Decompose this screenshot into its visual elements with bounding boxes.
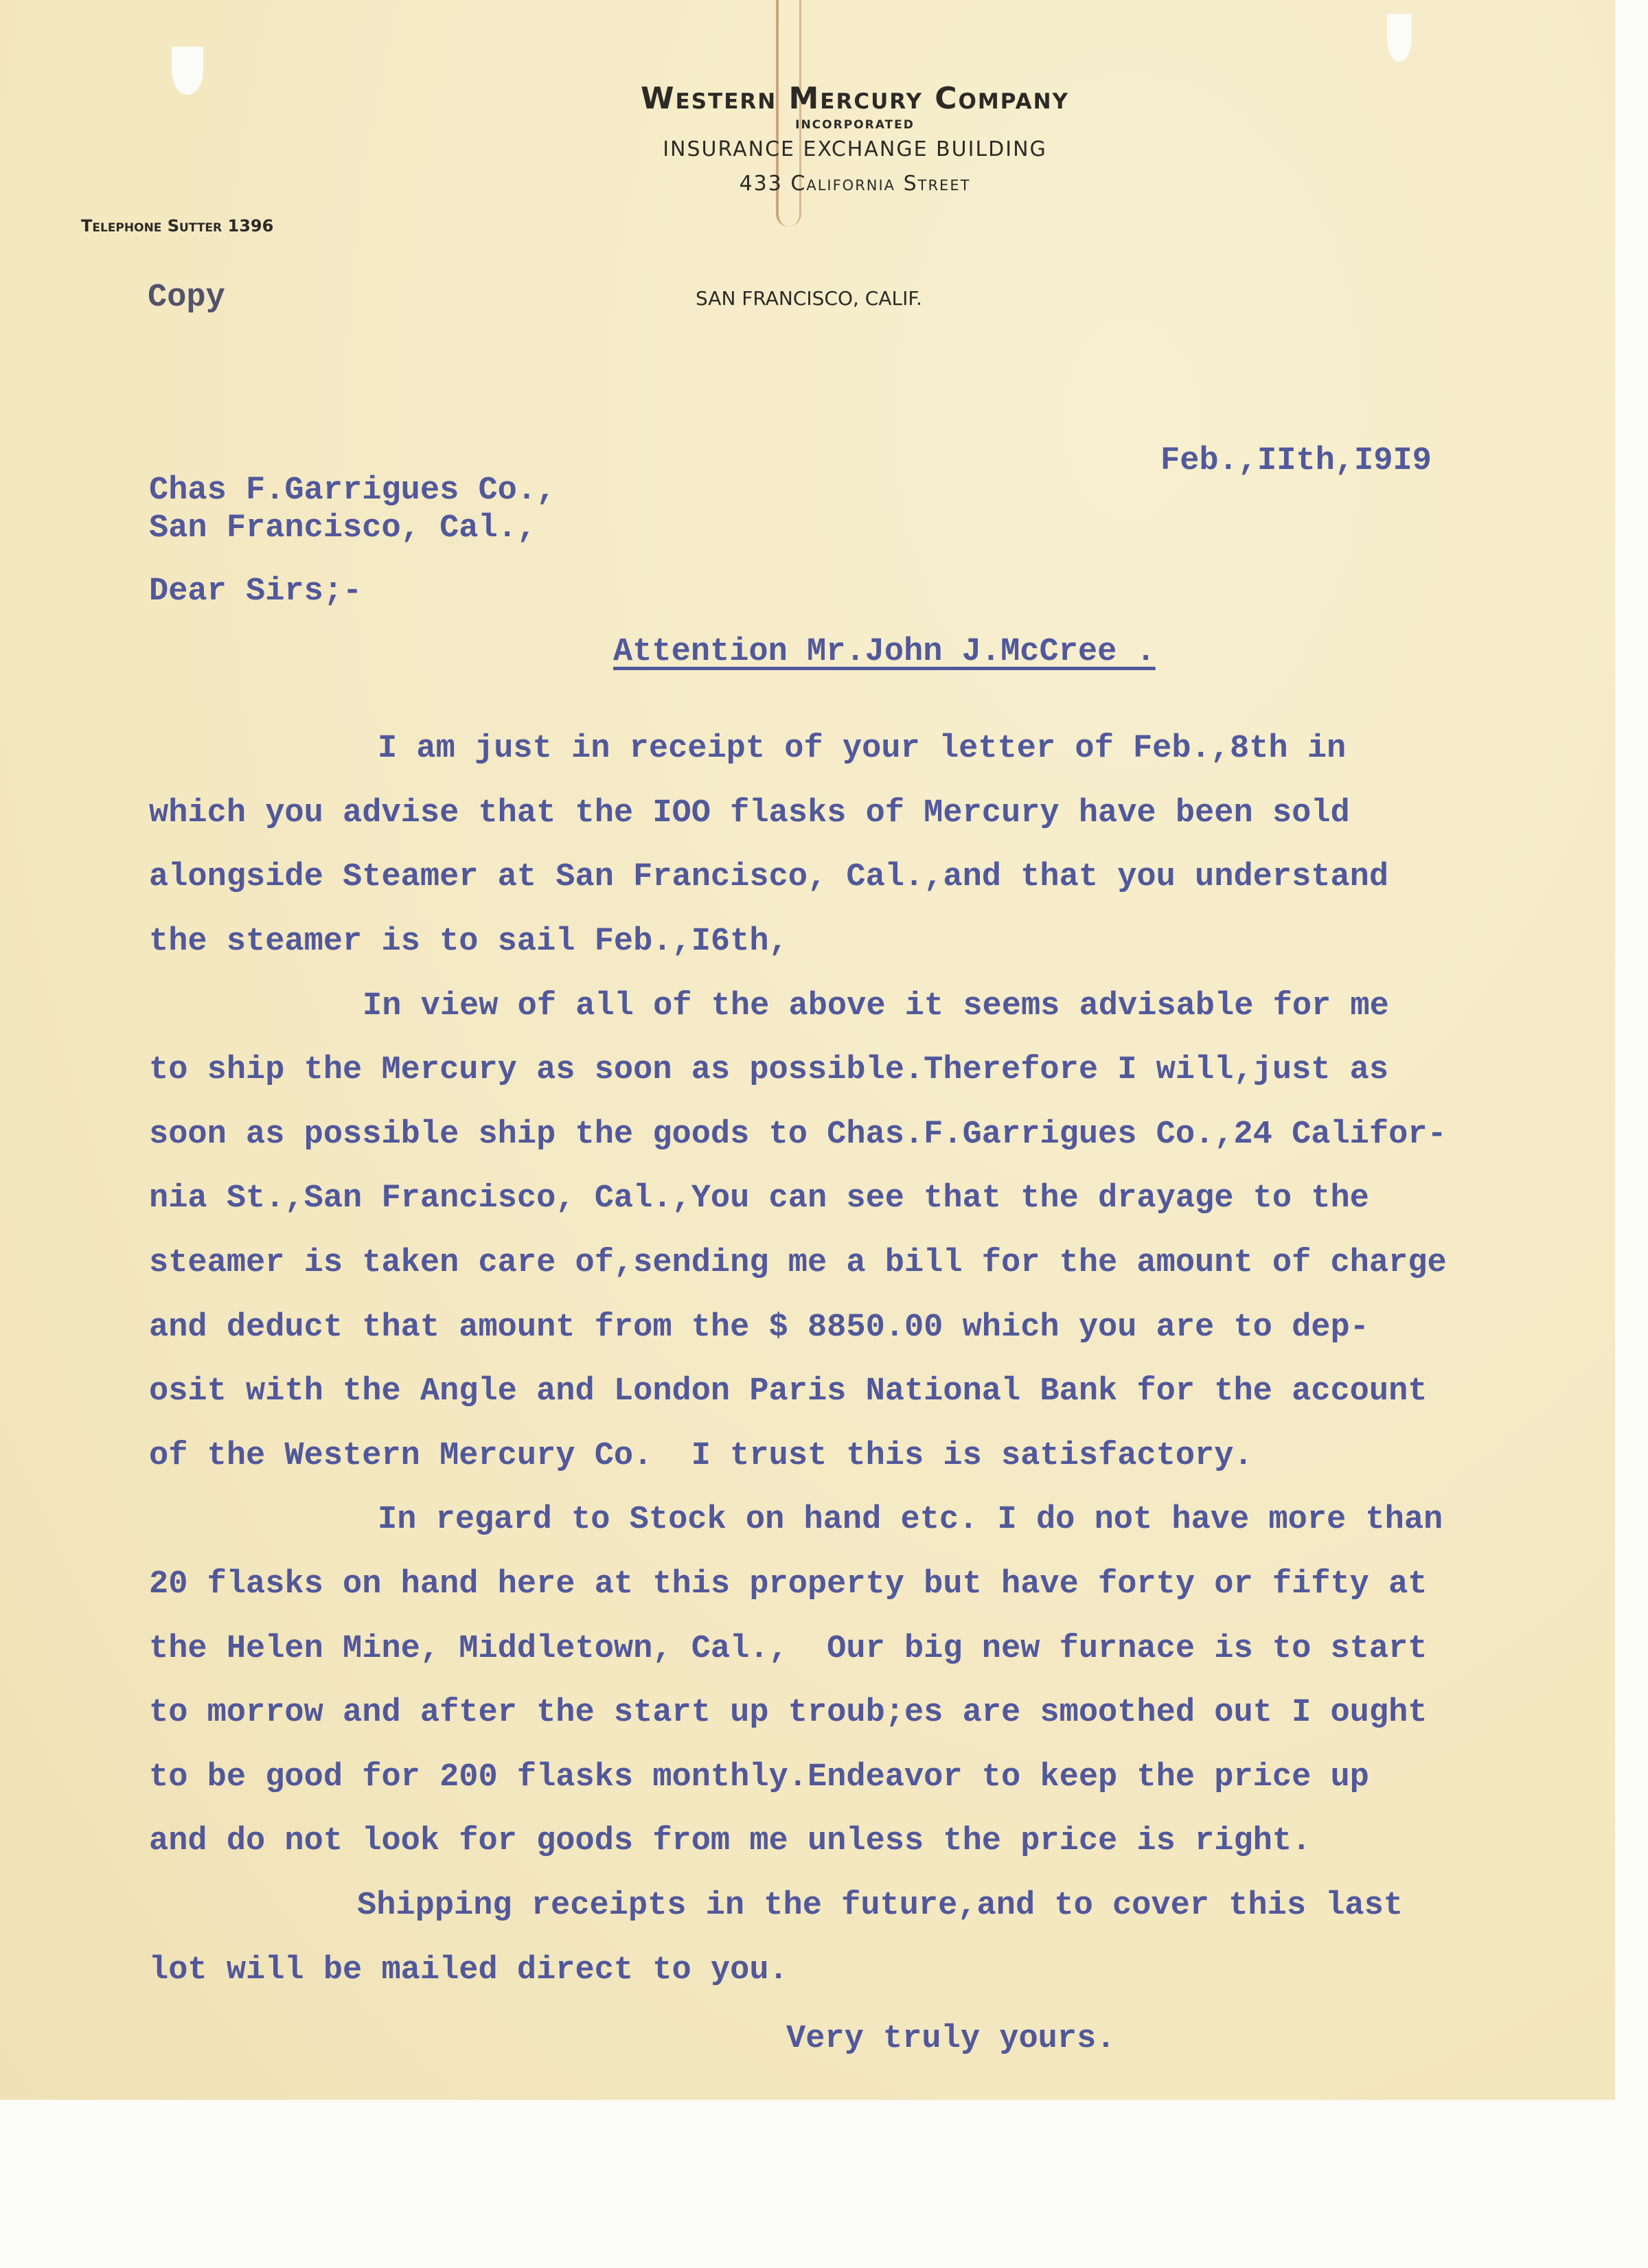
body-line: In regard to Stock on hand etc. I do not have more than: [378, 1502, 1443, 1538]
addressee-line: San Francisco, Cal.,: [149, 510, 537, 547]
telephone: Telephone Sutter 1396: [81, 216, 274, 236]
body-line: I am just in receipt of your letter of Feb.,8th in: [378, 731, 1347, 767]
body-line: and deduct that amount from the $ 8850.00 which you are to dep-: [149, 1309, 1369, 1346]
body-line: osit with the Angle and London Paris National Bank for the account: [149, 1373, 1428, 1410]
body-line: 20 flasks on hand here at this property but have forty or fifty at: [149, 1566, 1428, 1603]
body-line: alongside Steamer at San Francisco, Cal.,and that you understand: [149, 859, 1389, 895]
salutation: Dear Sirs;-: [149, 573, 363, 610]
addressee-line: Chas F.Garrigues Co.,: [149, 472, 556, 509]
body-line: soon as possible ship the goods to Chas.F.Garrigues Co.,24 Califor-: [149, 1116, 1447, 1153]
body-line: steamer is taken care of,sending me a bill for the amount of charge: [149, 1245, 1447, 1281]
body-line: In view of all of the above it seems advisable for me: [363, 988, 1389, 1024]
body-line: to be good for 200 flasks monthly.Endeavor to keep the price up: [149, 1759, 1369, 1796]
body-line: which you advise that the IOO flasks of Mercury have been sold: [149, 795, 1350, 832]
building-name: INSURANCE EXCHANGE BUILDING: [663, 137, 1047, 161]
body-line: lot will be mailed direct to you.: [149, 1952, 788, 1989]
body-line: to morrow and after the start up troub;es are smoothed out I ought: [149, 1695, 1428, 1731]
body-line: Shipping receipts in the future,and to cover this last: [357, 1888, 1404, 1924]
closing: Very truly yours.: [786, 2021, 1116, 2057]
body-line: nia St.,San Francisco, Cal.,You can see that the drayage to the: [149, 1180, 1369, 1217]
city: SAN FRANCISCO, CALIF.: [696, 287, 922, 310]
punch-hole: [1387, 14, 1412, 62]
incorporated-label: INCORPORATED: [795, 118, 915, 132]
letter-date: Feb.,IIth,I9I9: [1160, 443, 1432, 479]
body-line: the steamer is to sail Feb.,I6th,: [149, 924, 788, 960]
body-line: of the Western Mercury Co. I trust this is satisfactory.: [149, 1438, 1253, 1474]
attention-line: Attention Mr.John J.McCree .: [613, 634, 1156, 670]
copy-mark: Copy: [148, 279, 225, 316]
body-line: to ship the Mercury as soon as possible.Therefore I will,just as: [149, 1052, 1389, 1088]
street-address: 433 California Street: [739, 172, 971, 196]
company-name: Western Mercury Company: [641, 81, 1069, 116]
body-line: and do not look for goods from me unless the price is right.: [149, 1823, 1312, 1859]
body-line: the Helen Mine, Middletown, Cal., Our big new furnace is to start: [149, 1631, 1428, 1667]
